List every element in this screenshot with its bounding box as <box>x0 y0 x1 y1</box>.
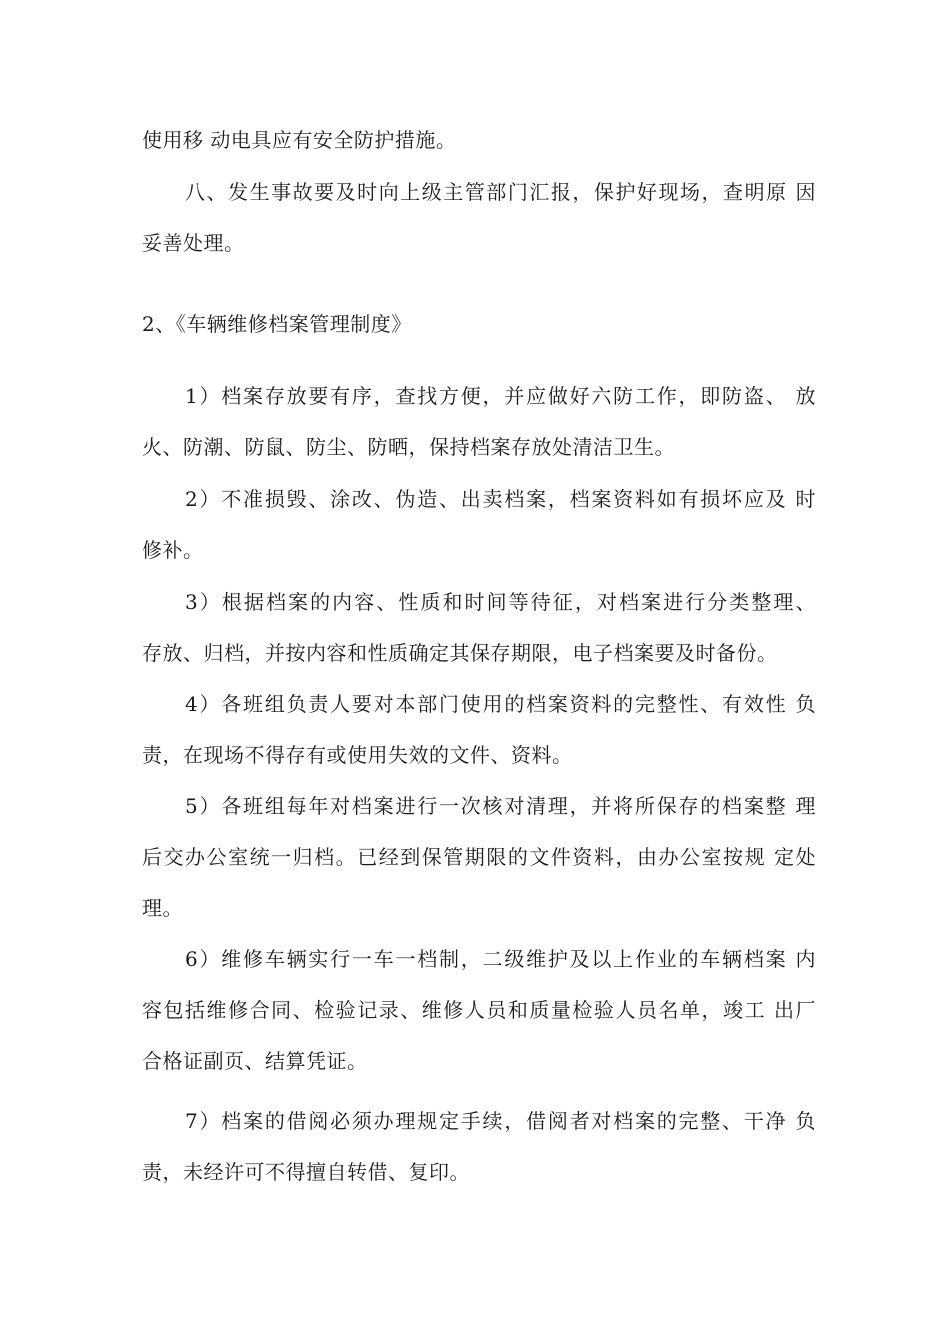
text-line: 3）根据档案的内容、性质和时间等待征，对档案进行分类整理、 <box>185 590 816 614</box>
text-line: 火、防潮、防鼠、防尘、防晒，保持档案存放处清洁卫生。 <box>142 435 675 459</box>
text-line: 6）维修车辆实行一车一档制，二级维护及以上作业的车辆档案 内 <box>185 947 816 971</box>
text-line: 7）档案的借阅必须办理规定手续，借阅者对档案的完整、干净 负 <box>185 1109 816 1133</box>
text-line: 容包括维修合同、检验记录、维修人员和质量检验人员名单，竣工 出厂 <box>142 998 816 1022</box>
text-line: 4）各班组负责人要对本部门使用的档案资料的完整性、有效性 负 <box>185 692 816 716</box>
text-line: 妥善处理。 <box>142 231 245 255</box>
text-line: 责，在现场不得存有或使用失效的文件、资料。 <box>142 743 573 767</box>
text-line: 责，未经许可不得擅自转借、复印。 <box>142 1160 470 1184</box>
text-line: 5）各班组每年对档案进行一次核对清理，并将所保存的档案整 理 <box>185 794 816 818</box>
text-line: 使用移 动电具应有安全防护措施。 <box>142 128 457 152</box>
text-line: 修补。 <box>142 538 204 562</box>
text-line: 2）不准损毁、涂改、伪造、出卖档案，档案资料如有损坏应及 时 <box>185 487 816 511</box>
text-line: 后交办公室统一归档。已经到保管期限的文件资料，由办公室按规 定处 <box>142 845 816 869</box>
text-line: 理。 <box>142 896 183 920</box>
text-line: 存放、归档，并按内容和性质确定其保存期限，电子档案要及时备份。 <box>142 641 778 665</box>
section-heading: 2、《车辆维修档案管理制度》 <box>142 312 412 336</box>
text-line: 合格证副页、结算凭证。 <box>142 1049 368 1073</box>
text-line: 八、发生事故要及时向上级主管部门汇报，保护好现场，查明原 因 <box>185 180 816 204</box>
text-line: 1）档案存放要有序，查找方便，并应做好六防工作，即防盗、 放 <box>185 384 816 408</box>
